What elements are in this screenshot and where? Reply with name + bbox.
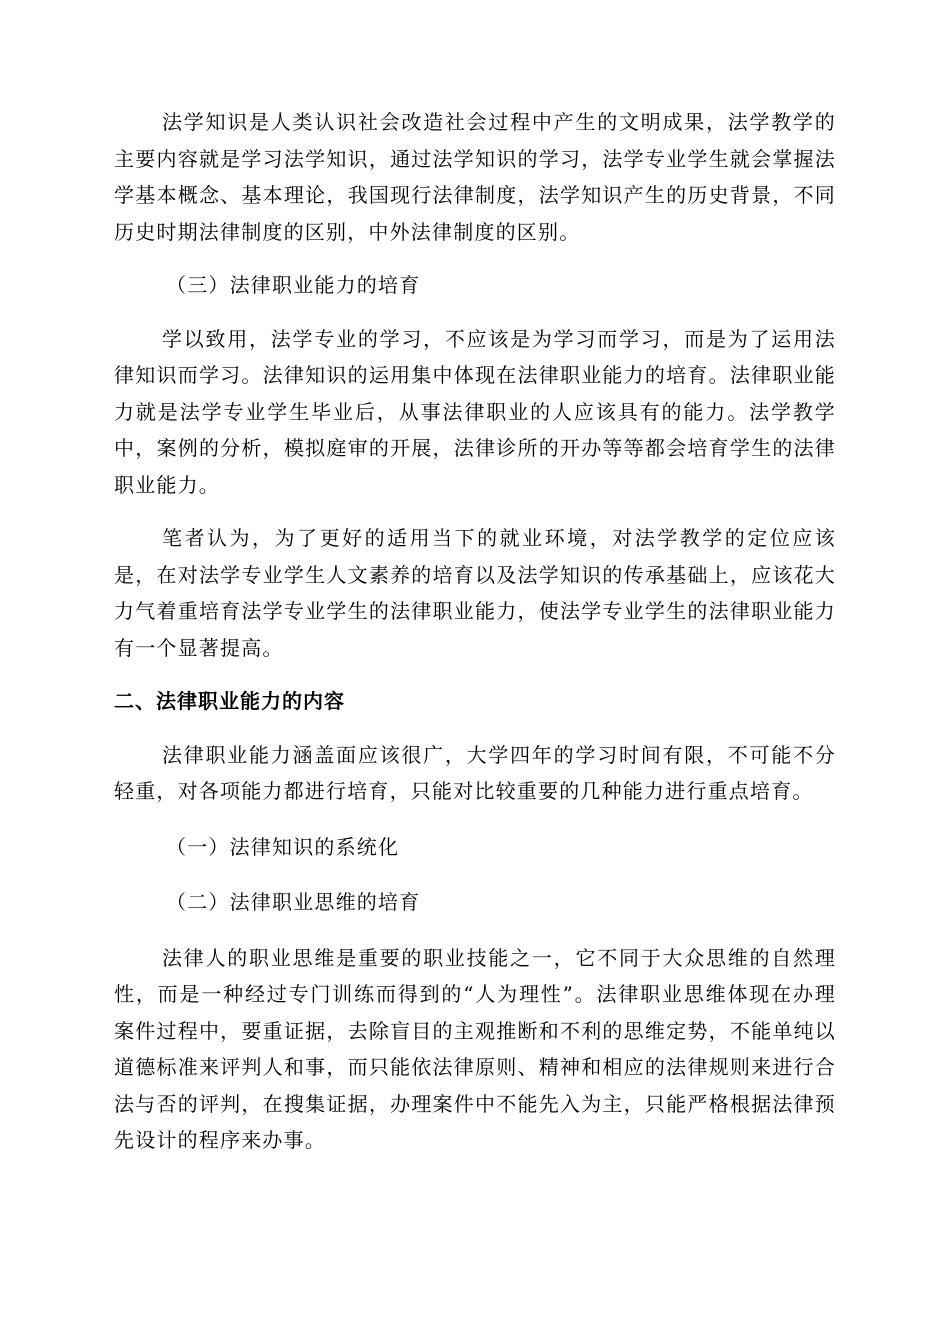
paragraph-legal-knowledge: 法学知识是人类认识社会改造社会过程中产生的文明成果，法学教学的主要内容就是学习法学知识，通过法学知识的学习，法学专业学生就会掌握法学基本概念、基本理论，我国现行法律制度，法学知识产生的历史背景，不同历史时期法律制度的区别，中外法律制度的区别。 — [114, 110, 836, 244]
subheading-3-professional-ability: （三）法律职业能力的培育 — [166, 273, 421, 297]
paragraph-author-view: 笔者认为，为了更好的适用当下的就业环境，对法学教学的定位应该是，在对法学专业学生人文素养的培育以及法学知识的传承基础上，应该花大力气着重培育法学专业学生的法律职业能力，使法学专业学生的法律职业能力有一个显著提高。 — [114, 526, 836, 660]
subheading-1-systematization: （一）法律知识的系统化 — [166, 834, 400, 859]
paragraph-ability-scope: 法律职业能力涵盖面应该很广，大学四年的学习时间有限，不可能不分轻重，对各项能力都进行培育，只能对比较重要的几种能力进行重点培育。 — [114, 742, 836, 803]
subheading-2-thinking: （二）法律职业思维的培育 — [166, 890, 421, 914]
document-body — [114, 104, 836, 1159]
paragraph-application: 学以致用，法学专业的学习，不应该是为学习而学习，而是为了运用法律知识而学习。法律知识的运用集中体现在法律职业能力的培育。法律职业能力就是法学专业学生毕业后，从事法律职业的人应该具有的能力。法学教学中，案例的分析，模拟庭审的开展，法律诊所的开办等等都会培育学生的法律职业能力。 — [114, 326, 836, 497]
paragraph-legal-thinking: 法律人的职业思维是重要的职业技能之一，它不同于大众思维的自然理性，而是一种经过专门训练而得到的“人为理性”。法律职业思维体现在办理案件过程中，要重证据，去除盲目的主观推断和不利的思维定势，不能单纯以道德标准来评判人和事，而只能依法律原则、精神和相应的法律规则来进行合法与否的评判，在搜集证据，办理案件中不能先入为主，只能严格根据法律预先设计的程序来办事。 — [114, 945, 836, 1152]
section-heading-2: 二、法律职业能力的内容 — [114, 689, 345, 713]
